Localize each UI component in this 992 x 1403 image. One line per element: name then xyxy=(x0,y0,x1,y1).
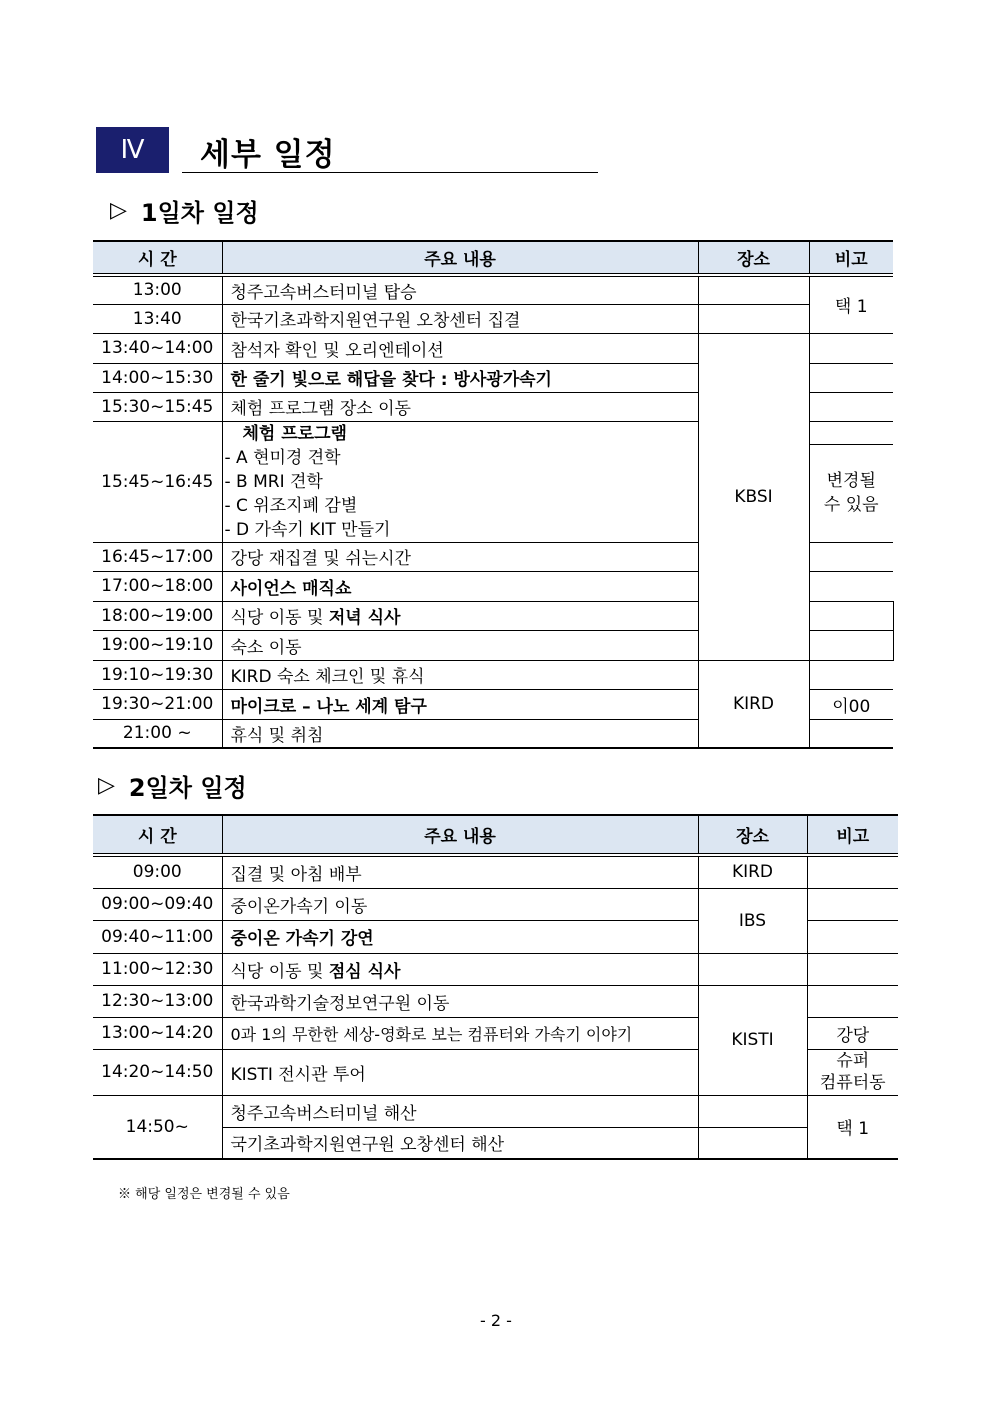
section-underline xyxy=(182,172,598,173)
place-cell-ibs: IBS xyxy=(698,888,807,953)
note-subcell xyxy=(810,422,894,445)
content-cell: 중이온 가속기 강연 xyxy=(222,920,698,953)
note-change xyxy=(810,445,894,541)
table-row xyxy=(93,888,898,920)
content-cell: 한 줄기 빛으로 해답을 찾다 : 방사광가속기 xyxy=(222,363,698,392)
table-row xyxy=(93,275,893,304)
content-cell: 0과 1의 무한한 세상-영화로 보는 컴퓨터와 가속기 이야기 xyxy=(222,1017,698,1049)
header-content: 주요 내용 xyxy=(222,815,698,855)
time-cell: 09:40~11:00 xyxy=(93,920,222,953)
note-cell xyxy=(807,888,898,920)
table-row xyxy=(93,855,898,888)
day1-schedule-table xyxy=(93,240,893,749)
time-cell: 19:00~19:10 xyxy=(93,630,222,660)
place-cell-kird: KIRD xyxy=(698,660,809,748)
day1-heading xyxy=(110,193,259,228)
table-header-row xyxy=(93,241,893,275)
program-item: - C 위조지폐 감별 xyxy=(224,495,358,516)
header-note: 비고 xyxy=(807,815,898,855)
header-place: 장소 xyxy=(698,241,809,275)
table-row xyxy=(93,953,898,985)
place-cell-kbsi: KBSI xyxy=(698,333,809,660)
note-cell xyxy=(809,571,893,601)
note-change-line: 수 있음 xyxy=(823,495,879,515)
day2-schedule-table xyxy=(93,814,898,1160)
table-header-row xyxy=(93,815,898,855)
note-cell xyxy=(809,333,893,363)
content-cell: 사이언스 매직쇼 xyxy=(222,571,698,601)
time-cell: 09:00~09:40 xyxy=(93,888,222,920)
note-cell: 택 1 xyxy=(809,275,893,333)
time-cell: 15:30~15:45 xyxy=(93,392,222,421)
note-cell xyxy=(809,363,893,392)
header-place: 장소 xyxy=(698,815,807,855)
time-cell: 19:10~19:30 xyxy=(93,660,222,689)
time-cell: 13:00~14:20 xyxy=(93,1017,222,1049)
header-time: 시 간 xyxy=(93,815,222,855)
triangle-bullet-icon: ▷ xyxy=(98,773,115,798)
note-change-line: 변경될 xyxy=(826,471,876,491)
place-cell xyxy=(809,630,893,660)
time-cell: 21:00 ~ xyxy=(93,719,222,748)
place-cell: KIRD xyxy=(698,855,807,888)
note-cell-change xyxy=(809,421,893,542)
day1-title: 1일차 일정 xyxy=(140,199,259,227)
note-super-line: 컴퓨터동 xyxy=(819,1073,886,1093)
time-cell: 16:45~17:00 xyxy=(93,542,222,571)
note-cell xyxy=(809,542,893,571)
content-cell: 한국과학기술정보연구원 이동 xyxy=(222,985,698,1017)
place-cell xyxy=(698,275,809,304)
note-cell xyxy=(807,985,898,1017)
content-text: 식당 이동 및 xyxy=(230,961,329,982)
note-cell: 택 1 xyxy=(807,1095,898,1159)
content-cell: 체험 프로그램 장소 이동 xyxy=(222,392,698,421)
note-cell: 강당 xyxy=(807,1017,898,1049)
content-cell: 국기초과학지원연구원 오창센터 해산 xyxy=(222,1127,698,1159)
time-cell: 12:30~13:00 xyxy=(93,985,222,1017)
content-cell: 참석자 확인 및 오리엔테이션 xyxy=(222,333,698,363)
section-title: 세부 일정 xyxy=(200,137,336,173)
content-cell: 청주고속버스터미널 해산 xyxy=(222,1095,698,1127)
section-number-box: Ⅳ xyxy=(96,127,169,173)
note-cell: 이00 xyxy=(809,689,893,719)
program-item: - B MRI 견학 xyxy=(224,471,323,492)
header-time: 시 간 xyxy=(93,241,222,275)
time-cell: 15:45~16:45 xyxy=(93,421,222,542)
content-cell: 휴식 및 취침 xyxy=(222,719,698,748)
content-cell xyxy=(222,601,698,630)
time-cell: 14:50~ xyxy=(93,1095,222,1159)
content-bold-text: 점심 식사 xyxy=(328,961,401,982)
day2-title: 2일차 일정 xyxy=(128,774,247,802)
note-cell xyxy=(807,855,898,888)
content-bold-text: 저녁 식사 xyxy=(328,608,401,628)
table-row xyxy=(93,1095,898,1127)
content-cell: 숙소 이동 xyxy=(222,630,698,660)
note-cell-super xyxy=(807,1049,898,1095)
time-cell: 17:00~18:00 xyxy=(93,571,222,601)
note-cell xyxy=(807,953,898,985)
time-cell: 14:00~15:30 xyxy=(93,363,222,392)
place-cell xyxy=(698,953,807,985)
content-cell: KIRD 숙소 체크인 및 휴식 xyxy=(222,660,698,689)
time-cell: 18:00~19:00 xyxy=(93,601,222,630)
header-content: 주요 내용 xyxy=(222,241,698,275)
content-cell: 중이온가속기 이동 xyxy=(222,888,698,920)
table-row xyxy=(93,333,893,363)
place-cell xyxy=(698,1127,807,1159)
time-cell: 13:40~14:00 xyxy=(93,333,222,363)
program-title: 체험 프로그램 xyxy=(242,423,347,444)
content-cell: KISTI 전시관 투어 xyxy=(222,1049,698,1095)
section-header xyxy=(96,127,598,173)
table-row xyxy=(93,660,893,689)
content-cell: 한국기초과학지원연구원 오창센터 집결 xyxy=(222,304,698,333)
time-cell: 14:20~14:50 xyxy=(93,1049,222,1095)
content-cell-program xyxy=(222,421,698,542)
day2-heading xyxy=(98,768,247,803)
content-text: 식당 이동 및 xyxy=(230,608,329,628)
note-cell xyxy=(809,660,893,689)
time-cell: 13:00 xyxy=(93,275,222,304)
note-cell xyxy=(809,719,893,748)
program-item: - D 가속기 KIT 만들기 xyxy=(224,519,391,540)
place-cell xyxy=(698,304,809,333)
table-row xyxy=(93,304,893,333)
content-cell xyxy=(222,953,698,985)
time-cell: 09:00 xyxy=(93,855,222,888)
content-cell: 청주고속버스터미널 탑승 xyxy=(222,275,698,304)
table-row xyxy=(93,985,898,1017)
place-cell xyxy=(698,1095,807,1127)
header-note: 비고 xyxy=(809,241,893,275)
page-number: - 2 - xyxy=(480,1311,512,1330)
content-cell: 마이크로 – 나노 세계 탐구 xyxy=(222,689,698,719)
time-cell: 11:00~12:30 xyxy=(93,953,222,985)
program-item: - A 현미경 견학 xyxy=(224,447,341,468)
time-cell: 13:40 xyxy=(93,304,222,333)
content-cell: 집결 및 아침 배부 xyxy=(222,855,698,888)
content-cell: 강당 재집결 및 쉬는시간 xyxy=(222,542,698,571)
time-cell: 19:30~21:00 xyxy=(93,689,222,719)
footnote: ※ 해당 일정은 변경될 수 있음 xyxy=(118,1187,290,1202)
note-cell xyxy=(807,920,898,953)
note-cell xyxy=(809,392,893,421)
place-cell-kisti: KISTI xyxy=(698,985,807,1095)
place-cell xyxy=(809,601,893,630)
note-super-line: 슈퍼 xyxy=(836,1051,870,1071)
triangle-bullet-icon: ▷ xyxy=(110,198,127,223)
